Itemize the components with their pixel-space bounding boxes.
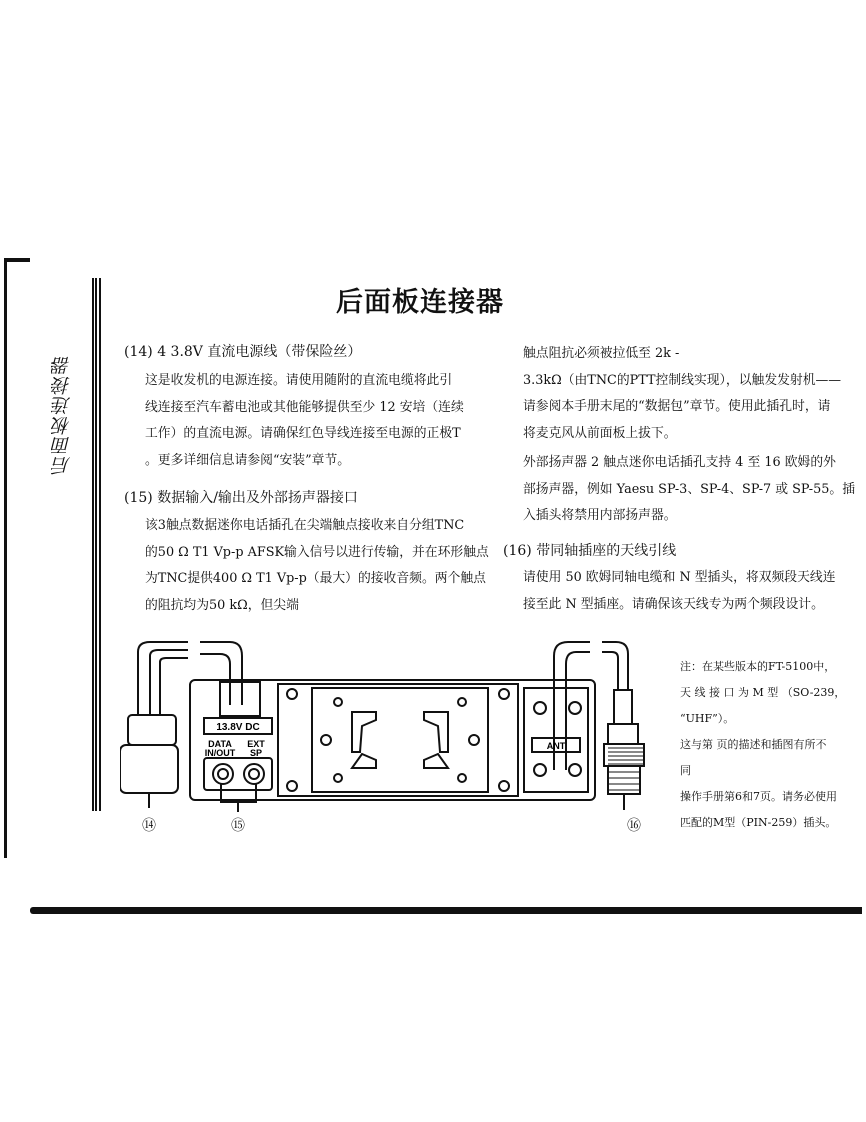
fan-guard xyxy=(352,712,376,752)
right-line: 请参阅本手册末尾的“数据包”章节。使用此插孔时，请 xyxy=(523,399,831,414)
section-14-line: 工作）的直流电源。请确保红色导线连接至电源的正极T xyxy=(145,426,461,441)
fuse-holder-body xyxy=(128,715,176,745)
speaker-paragraph xyxy=(523,450,858,530)
connector-note xyxy=(680,654,862,836)
note-line: 操作手册第6和7页。请务必使用 xyxy=(680,790,837,803)
section-15-body xyxy=(145,513,490,619)
data-jack xyxy=(213,764,233,784)
note-line: 匹配的M型（PIN-259）插头。 xyxy=(680,816,837,829)
power-cable-wire xyxy=(150,650,188,715)
fan-screw xyxy=(458,774,466,782)
speaker-line: 外部扬声器 2 触点迷你电话插孔支持 4 至 16 欧姆的外 xyxy=(523,455,836,470)
ext-label: EXT xyxy=(247,739,265,749)
ant-label: ANT xyxy=(546,741,566,751)
note-line: 这与第 页的描述和插图有所不 xyxy=(680,738,827,751)
power-socket xyxy=(220,682,260,716)
right-line: 3.3kΩ（由TNC的PTT控制线实现），以触发发射机—— xyxy=(523,372,842,388)
section-15-line: 为TNC提供400 Ω T1 Vp-p（最大）的接收音频。两个触点 xyxy=(145,571,486,586)
speaker-line: 入插头将禁用内部扬声器。 xyxy=(523,508,677,523)
fan-screw xyxy=(287,689,297,699)
note-line: 注：在某些版本的FT-5100中， xyxy=(680,660,836,673)
right-line: 将麦克风从前面板上拔下。 xyxy=(523,425,677,441)
section-16-line: 请使用 50 欧姆同轴电缆和 N 型插头，将双频段天线连 xyxy=(523,570,836,585)
fan-screw xyxy=(499,781,509,791)
data-jack-housing xyxy=(204,758,272,790)
section-16-body xyxy=(523,565,858,618)
sp-label: SP xyxy=(249,748,263,758)
fan-screw xyxy=(499,689,509,699)
callout-14: ⑭ xyxy=(142,817,156,833)
fan-screw xyxy=(321,735,331,745)
fan-screw xyxy=(334,774,342,782)
section-14-line: 。更多详细信息请参阅“安装”章节。 xyxy=(145,452,351,468)
section-15-heading: (15) 数据输入/输出及外部扬声器接口 xyxy=(124,490,358,506)
section-14-body xyxy=(145,368,490,474)
dc-label: 13.8V DC xyxy=(216,722,260,733)
fan-screw xyxy=(469,735,479,745)
power-cable-wire xyxy=(138,642,188,715)
fan-guard xyxy=(352,754,376,768)
side-section-title: 后面板连接器 xyxy=(51,355,74,475)
antenna-cable xyxy=(602,642,628,690)
heatsink-frame xyxy=(278,684,518,796)
ext-sp-jack xyxy=(244,764,264,784)
data-label: DATA xyxy=(208,739,232,749)
power-cable-wire xyxy=(160,658,188,715)
page-corner-mark xyxy=(4,258,30,858)
section-14-line: 这是收发机的电源连接。请使用随附的直流电缆将此引 xyxy=(145,373,453,388)
page-title: 后面板连接器 xyxy=(336,287,504,318)
callout-15: ⑮ xyxy=(231,817,245,833)
right-line: 触点阻抗必须被拉低至 2k - xyxy=(523,346,680,361)
section-15-line: 该3触点数据迷你电话插孔在尖端触点接收来自分组TNC xyxy=(145,518,465,533)
fan-screw xyxy=(287,781,297,791)
side-rule xyxy=(92,278,102,811)
section-16-heading: (16) 带同轴插座的天线引线 xyxy=(503,543,677,559)
section-15-line: 的阻抗均为50 kΩ，但尖端 xyxy=(145,597,299,613)
note-line: 同 xyxy=(680,764,691,777)
fan-screw xyxy=(458,698,466,706)
n-type-connector-knurl xyxy=(604,744,644,766)
n-type-connector-boot xyxy=(614,690,632,724)
callout-16: ⑯ xyxy=(627,817,641,833)
fan-screw xyxy=(334,698,342,706)
section-16-line: 接至此 N 型插座。请确保该天线专为两个频段设计。 xyxy=(523,596,824,612)
section-14-line: 线连接至汽车蓄电池或其他能够提供至少 12 安培（连续 xyxy=(145,399,464,415)
section-15-line: 的50 Ω T1 Vp-p AFSK输入信号以进行传输，并在环形触点 xyxy=(145,544,489,560)
right-column-body xyxy=(523,341,858,447)
speaker-line: 部扬声器，例如 Yaesu SP-3、SP-4、SP-7 或 SP-55。插 xyxy=(523,481,856,497)
n-type-connector-body xyxy=(608,724,638,744)
fan-guard xyxy=(424,754,448,768)
fuse-holder-base xyxy=(120,745,178,793)
fan-guard xyxy=(424,712,448,752)
section-14-heading: (14) 4 3.8V 直流电源线（带保险丝） xyxy=(124,344,362,360)
rear-panel-diagram xyxy=(120,630,680,840)
page-bottom-rule xyxy=(30,907,862,914)
note-line: 天 线 接 口 为 M 型 （SO-239， xyxy=(680,686,846,699)
note-line: “UHF”）。 xyxy=(680,712,735,725)
inout-label: IN/OUT xyxy=(204,748,236,758)
